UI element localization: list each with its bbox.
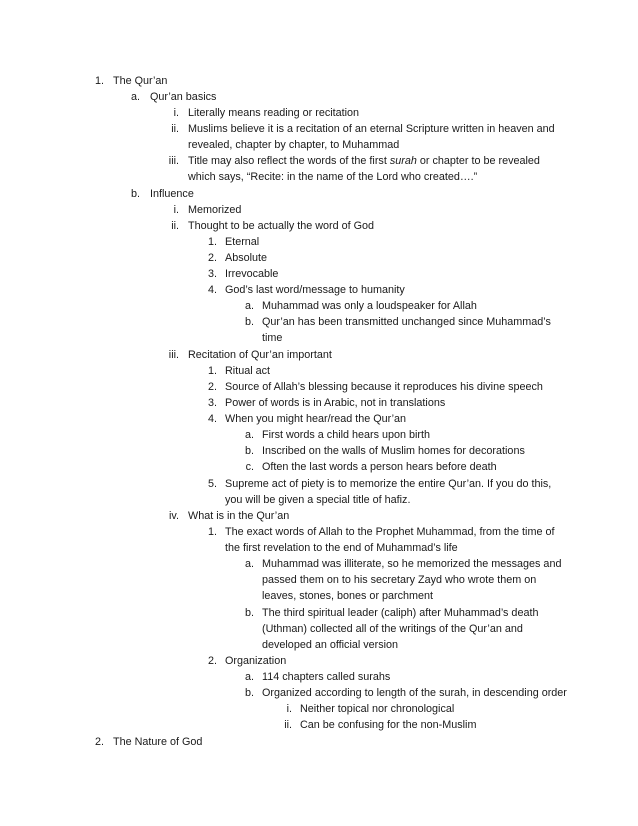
outline-item (188, 153, 540, 169)
list-marker: a. (244, 558, 254, 570)
list-marker: 4. (207, 284, 217, 296)
outline-item: Neither topical nor chronological (300, 703, 455, 715)
outline-item: 114 chapters called surahs (262, 671, 391, 683)
list-marker: i. (173, 204, 179, 216)
list-marker: iv. (169, 510, 179, 522)
outline-item: Inscribed on the walls of Muslim homes for decorations (262, 445, 525, 457)
list-marker: b. (244, 316, 254, 328)
outline-item: First words a child hears upon birth (262, 429, 431, 441)
list-marker: a. (244, 300, 254, 312)
outline-item: Qur’an basics (150, 91, 217, 103)
list-marker: 3. (207, 268, 217, 280)
outline-item-continuation: time (262, 332, 283, 344)
list-marker: 5. (207, 478, 217, 490)
outline-item: Influence (150, 188, 194, 200)
list-marker: ii. (171, 220, 179, 232)
outline-item: Often the last words a person hears before death (262, 461, 497, 473)
outline-heading: The Nature of God (113, 736, 203, 748)
outline-item-continuation: you will be given a special title of hafiz. (225, 494, 411, 506)
outline-item-continuation: which says, “Recite: in the name of the Lord who created….” (188, 171, 478, 183)
outline-item: Recitation of Qur’an important (188, 349, 332, 361)
outline-item: Literally means reading or recitation (188, 107, 360, 119)
list-marker: iii. (168, 349, 179, 361)
outline-item: The third spiritual leader (caliph) after Muhammad’s death (262, 607, 539, 619)
list-marker: i. (286, 703, 292, 715)
outline-text: or chapter to be revealed (416, 155, 540, 167)
outline-item: Organization (225, 655, 287, 667)
list-marker: ii. (284, 719, 292, 731)
outline-item-continuation: the first revelation to the end of Muhammad’s life (225, 542, 458, 554)
outline-item: God’s last word/message to humanity (225, 284, 405, 296)
list-marker: c. (245, 461, 254, 473)
outline-item: Qur’an has been transmitted unchanged since Muhammad’s (262, 316, 551, 328)
list-marker: ii. (171, 123, 179, 135)
outline-item: Absolute (225, 252, 268, 264)
outline-item: Muhammad was only a loudspeaker for Allah (262, 300, 477, 312)
list-marker: 1. (207, 236, 217, 248)
list-marker: b. (244, 607, 254, 619)
outline-item: Can be confusing for the non-Muslim (300, 719, 477, 731)
outline-item: What is in the Qur’an (188, 510, 290, 522)
outline-item-continuation: revealed, chapter by chapter, to Muhammad (188, 139, 400, 151)
outline-item: Thought to be actually the word of God (188, 220, 375, 232)
outline-item-continuation: leaves, stones, bones or parchment (262, 590, 434, 602)
list-marker: b. (244, 445, 254, 457)
list-marker: a. (244, 671, 254, 683)
outline-item: Ritual act (225, 365, 271, 377)
outline-item: Power of words is in Arabic, not in translations (225, 397, 446, 409)
list-marker: 1. (207, 526, 217, 538)
outline-item: Source of Allah’s blessing because it reproduces his divine speech (225, 381, 543, 393)
emphasized-term: surah (389, 155, 417, 167)
list-marker: 2. (207, 655, 217, 667)
list-marker: a. (244, 429, 254, 441)
outline-item-continuation: (Uthman) collected all of the writings of the Qur’an and (262, 623, 523, 635)
outline-item: Muslims believe it is a recitation of an eternal Scripture written in heaven and (188, 123, 555, 135)
list-marker: 1. (94, 75, 104, 87)
list-marker: 2. (94, 736, 104, 748)
outline-item: The exact words of Allah to the Prophet Muhammad, from the time of (225, 526, 555, 538)
outline-text: Title may also reflect the words of the first (188, 155, 390, 167)
outline-item-continuation: developed an official version (262, 639, 399, 651)
list-marker: 2. (207, 381, 217, 393)
list-marker: a. (130, 91, 140, 103)
outline-heading: The Qur’an (113, 75, 168, 87)
list-marker: b. (244, 687, 254, 699)
outline-item: Muhammad was illiterate, so he memorized the messages and (262, 558, 562, 570)
outline-item: When you might hear/read the Qur’an (225, 413, 407, 425)
outline-item-continuation: passed them on to his secretary Zayd who wrote them on (262, 574, 537, 586)
list-marker: 3. (207, 397, 217, 409)
list-marker: i. (173, 107, 179, 119)
list-marker: 4. (207, 413, 217, 425)
list-marker: iii. (168, 155, 179, 167)
list-marker: 2. (207, 252, 217, 264)
list-marker: 1. (207, 365, 217, 377)
outline-item: Organized according to length of the surah, in descending order (262, 687, 567, 699)
outline-item: Memorized (188, 204, 242, 216)
outline-item: Irrevocable (225, 268, 279, 280)
list-marker: b. (130, 188, 140, 200)
outline-item: Eternal (225, 236, 260, 248)
outline-item: Supreme act of piety is to memorize the entire Qur’an. If you do this, (225, 478, 552, 490)
